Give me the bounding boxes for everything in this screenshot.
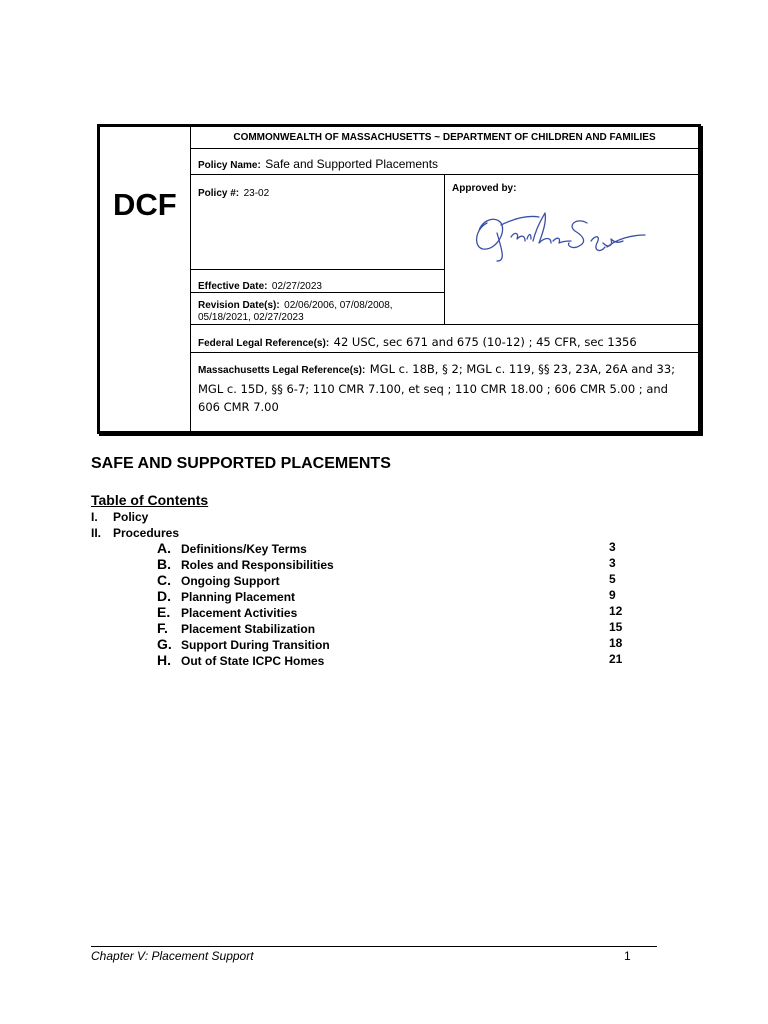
toc-item-label: Definitions/Key Terms	[181, 542, 307, 556]
toc-item-letter: C.	[157, 572, 171, 588]
logo-column	[100, 127, 191, 431]
footer-divider	[91, 946, 657, 947]
agency-title: COMMONWEALTH OF MASSACHUSETTS ~ DEPARTMENT OF CHILDREN AND FAMILIES	[233, 132, 656, 143]
toc-heading: Table of Contents	[91, 492, 209, 508]
effective-date-row	[191, 269, 444, 293]
massachusetts-reference-row	[191, 353, 698, 431]
toc-section-label: Procedures	[113, 526, 180, 540]
toc-section-label: Policy	[113, 510, 149, 524]
toc-item-planning-placement[interactable]	[157, 588, 627, 604]
policy-header-box	[97, 124, 701, 434]
toc-item-label: Support During Transition	[181, 638, 330, 652]
policy-number-value: 23-02	[243, 188, 270, 199]
dcf-logo: DCF	[113, 187, 177, 222]
revision-dates-value-2: 05/18/2021, 02/27/2023	[198, 312, 304, 323]
toc-item-page: 18	[609, 636, 623, 650]
policy-number-label: Policy #:	[198, 188, 240, 199]
document-title: SAFE AND SUPPORTED PLACEMENTS	[91, 455, 391, 472]
massachusetts-reference-label: Massachusetts Legal Reference(s):	[198, 365, 366, 376]
toc-section-number: II.	[91, 526, 102, 540]
toc-item-page: 3	[609, 556, 616, 570]
footer-page-number: 1	[624, 949, 631, 963]
toc-item-page: 3	[609, 540, 616, 554]
toc-item-roles[interactable]	[157, 556, 627, 572]
approved-by-label: Approved by:	[452, 183, 517, 194]
toc-item-page: 15	[609, 620, 623, 634]
toc-item-page: 12	[609, 604, 623, 618]
toc-item-letter: B.	[157, 556, 171, 572]
revision-dates	[198, 299, 438, 323]
toc-item-page: 21	[609, 652, 623, 666]
effective-date-value: 02/27/2023	[271, 281, 322, 292]
toc-item-ongoing-support[interactable]	[157, 572, 627, 588]
toc-item-page: 5	[609, 572, 616, 586]
toc-item-letter: A.	[157, 540, 171, 556]
toc-section-procedures[interactable]	[91, 526, 179, 540]
toc-item-label: Roles and Responsibilities	[181, 558, 334, 572]
federal-reference-label: Federal Legal Reference(s):	[198, 338, 330, 349]
toc-section-number: I.	[91, 510, 98, 524]
toc-item-letter: E.	[157, 604, 171, 620]
revision-dates-label: Revision Date(s):	[198, 300, 280, 311]
toc-item-label: Planning Placement	[181, 590, 296, 604]
toc-item-letter: G.	[157, 636, 172, 652]
massachusetts-reference-value: MGL c. 18B, § 2; MGL c. 119, §§ 23, 23A, 26A and 33; MGL c. 15D, §§ 6-7; 110 CMR 7.100, et seq ; 110 CMR 18.00 ; 606 CMR 5.00 ; and 606 CMR 7.00	[198, 362, 676, 414]
effective-date-label: Effective Date:	[198, 281, 268, 292]
toc-item-definitions[interactable]	[157, 540, 627, 556]
policy-details-row	[191, 175, 698, 325]
toc-item-label: Out of State ICPC Homes	[181, 654, 325, 668]
policy-details-left	[191, 175, 445, 324]
toc-item-label: Placement Stabilization	[181, 622, 316, 636]
footer-chapter: Chapter V: Placement Support	[91, 949, 254, 963]
toc-item-letter: D.	[157, 588, 171, 604]
toc-item-placement-activities[interactable]	[157, 604, 627, 620]
approval-cell	[445, 175, 698, 324]
toc-item-out-of-state-icpc[interactable]	[157, 652, 627, 668]
signature-image	[467, 203, 657, 263]
policy-name-row	[191, 149, 698, 175]
policy-name-label: Policy Name:	[198, 160, 261, 171]
toc-section-policy[interactable]	[91, 510, 148, 524]
toc-item-letter: H.	[157, 652, 171, 668]
policy-name-value: Safe and Supported Placements	[265, 157, 439, 171]
toc-item-label: Placement Activities	[181, 606, 298, 620]
toc-item-page: 9	[609, 588, 616, 602]
federal-reference-row	[191, 325, 698, 353]
toc-item-label: Ongoing Support	[181, 574, 280, 588]
toc-item-placement-stabilization[interactable]	[157, 620, 627, 636]
revision-dates-value-1: 02/06/2006, 07/08/2008,	[284, 300, 393, 311]
federal-reference-value: 42 USC, sec 671 and 675 (10-12) ; 45 CFR, sec 1356	[333, 335, 637, 349]
agency-title-row	[191, 127, 698, 149]
toc-item-support-during-transition[interactable]	[157, 636, 627, 652]
toc-item-letter: F.	[157, 620, 168, 636]
